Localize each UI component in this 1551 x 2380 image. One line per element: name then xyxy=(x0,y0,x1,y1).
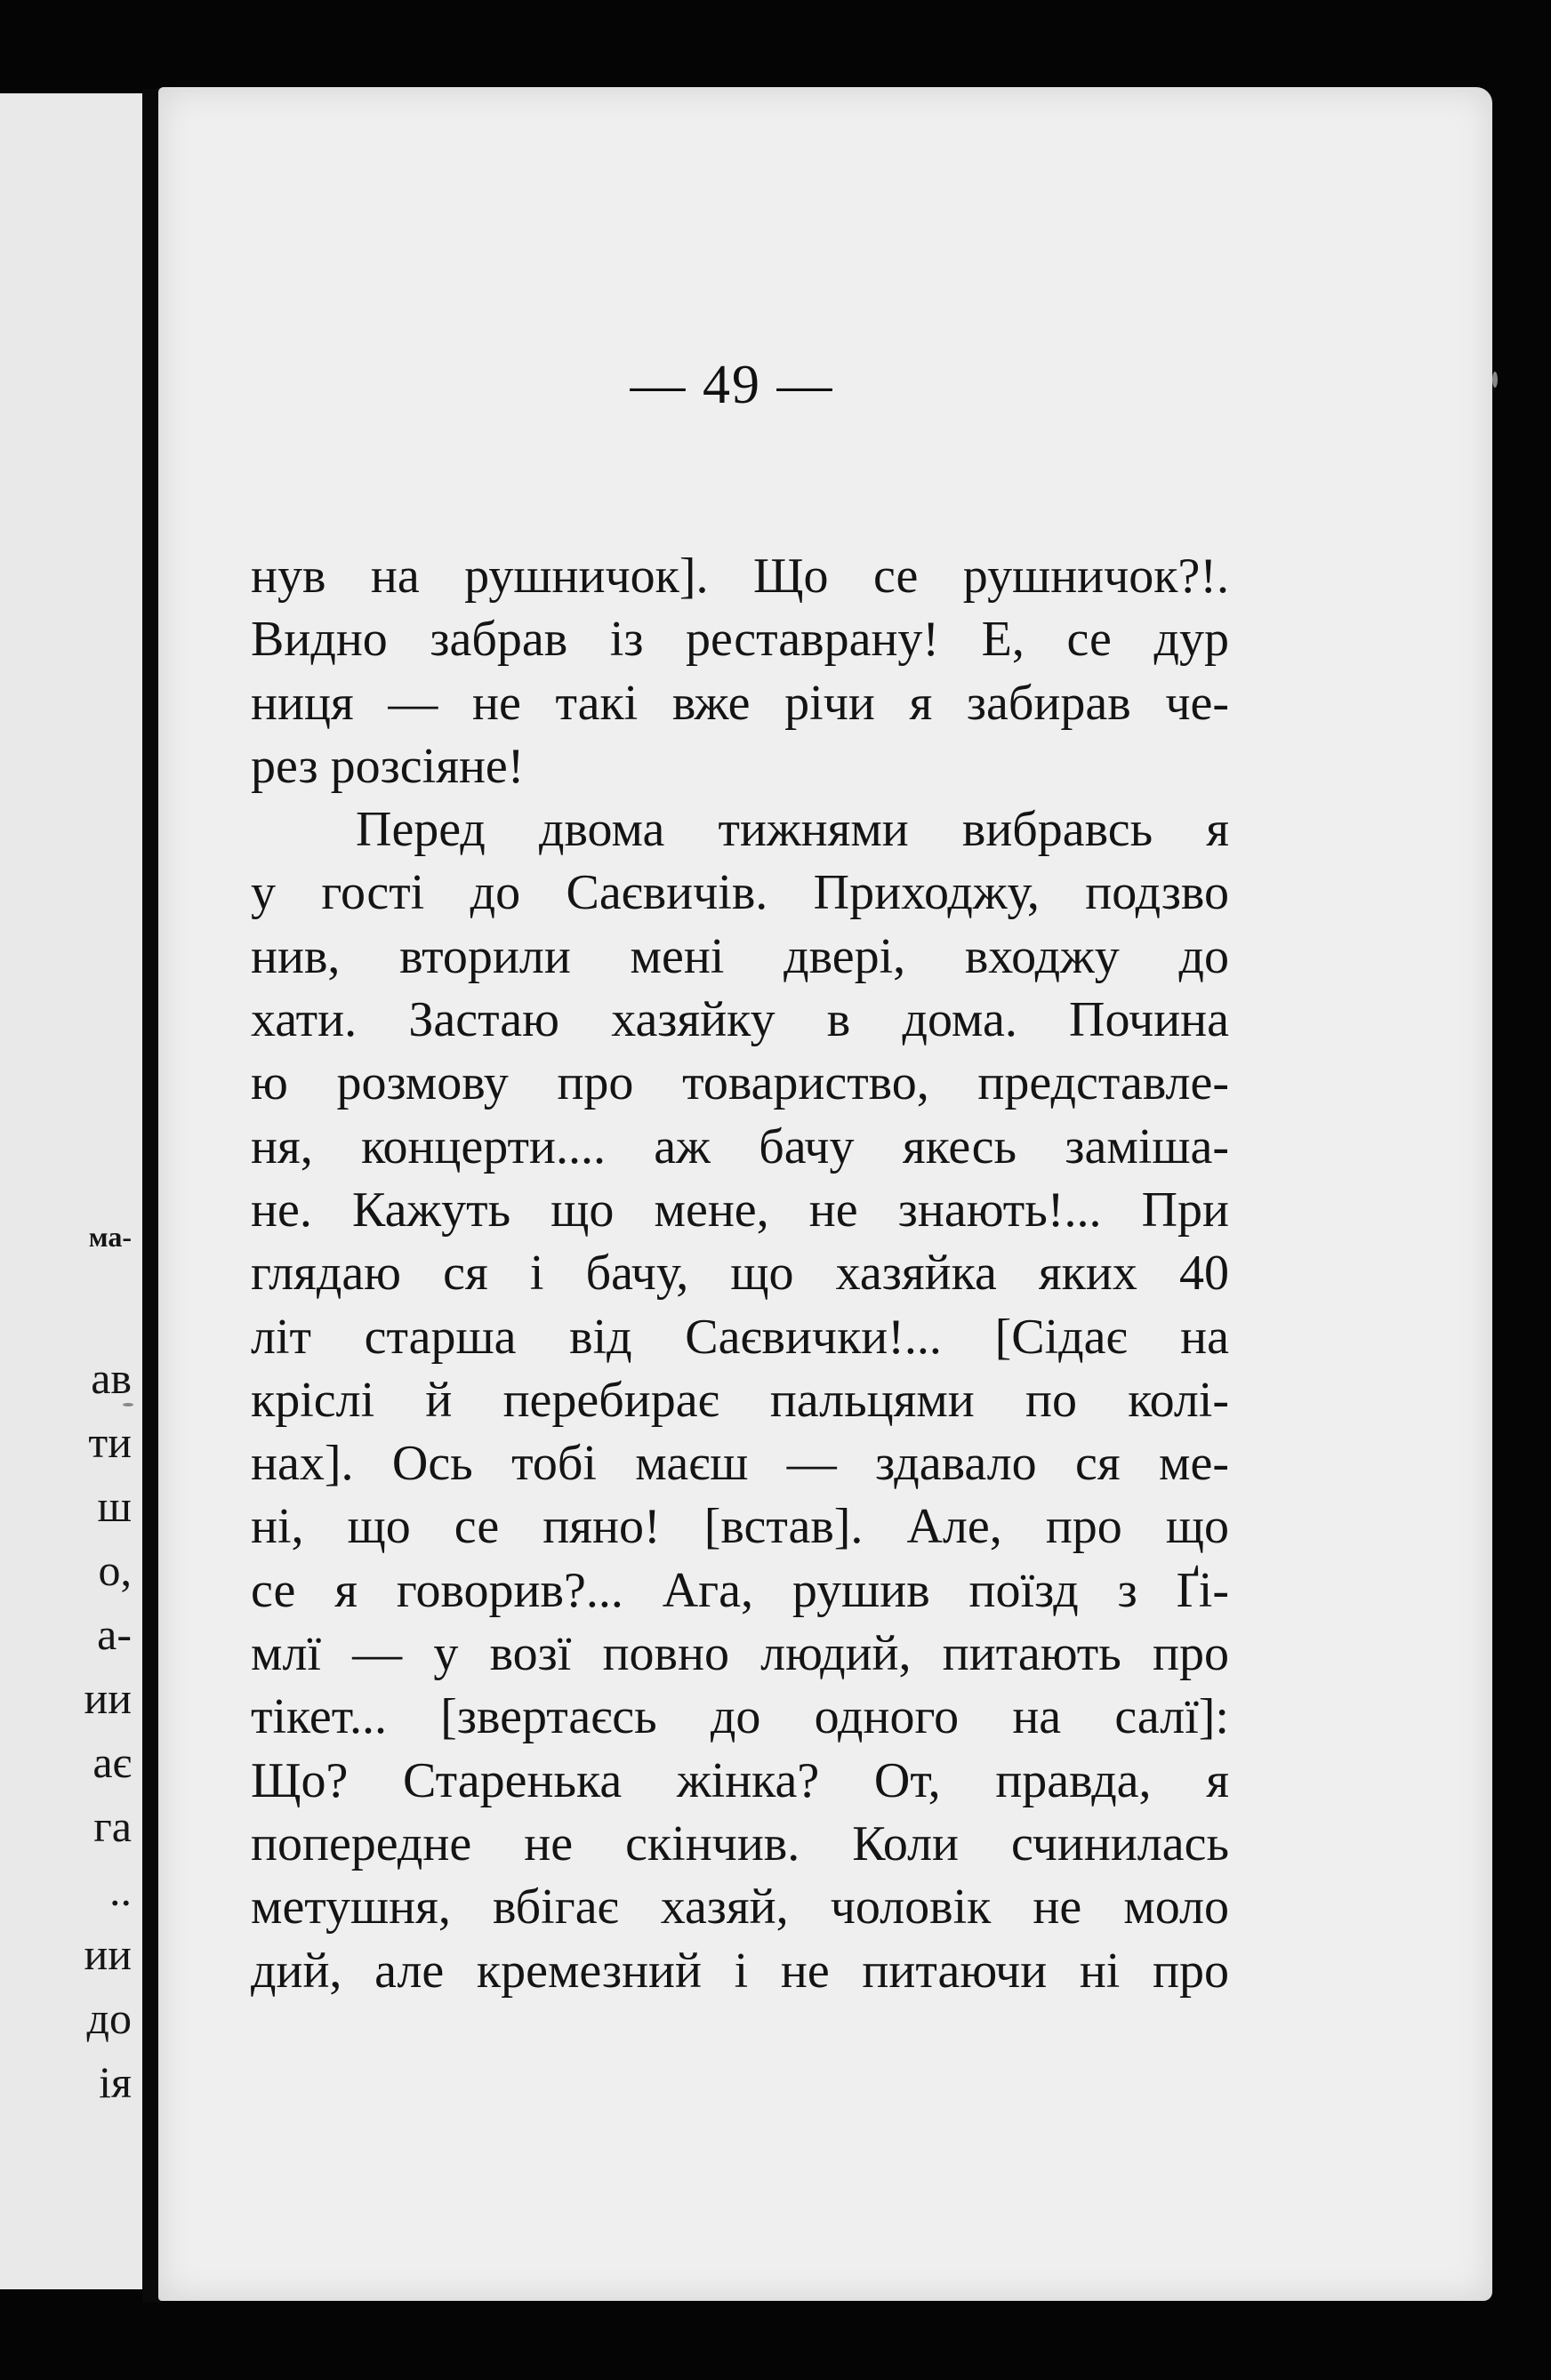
scan-speck xyxy=(123,1403,133,1406)
left-page-fragment: до xyxy=(86,1993,132,2043)
text-line: нив, вторили мені двері, входжу до xyxy=(251,928,1229,984)
left-page-fragment: .. xyxy=(109,1865,132,1915)
left-page-fragment: а- xyxy=(97,1609,132,1659)
scan-speck xyxy=(1492,372,1498,388)
text-line: у гості до Саєвичів. Приходжу, подзво xyxy=(251,865,1229,921)
text-line: дий, але кремезний і не питаючи ні про xyxy=(251,1943,1229,1999)
text-line: літ старша від Саєвички!... [Сідає на xyxy=(251,1309,1229,1365)
book-gutter xyxy=(142,89,160,2303)
left-page-fragment: ии xyxy=(84,1929,132,1979)
text-line: кріслі й перебирає пальцями по колі- xyxy=(251,1372,1229,1428)
text-line: ю розмову про товариство, представле- xyxy=(251,1055,1229,1111)
page-number: — 49 — xyxy=(630,355,834,415)
text-line: хати. Застаю хазяйку в дома. Почина xyxy=(251,992,1229,1048)
text-line: тікет... [звертаєсь до одного на салї]: xyxy=(251,1689,1229,1745)
text-line: рез розсіяне! xyxy=(251,738,525,794)
text-line: ні, що се пяно! [встав]. Але, про що xyxy=(251,1499,1229,1555)
text-line: млї — у возї повно людий, питають про xyxy=(251,1626,1229,1682)
left-page-fragment: ає xyxy=(92,1737,132,1787)
left-page-fragment: га xyxy=(93,1801,132,1851)
text-line: нув на рушничок]. Що се рушничок?!. xyxy=(251,549,1229,604)
left-page-fragment: о, xyxy=(98,1545,132,1595)
text-line: не. Кажуть що мене, не знають!... При xyxy=(251,1182,1229,1238)
text-line: ня, концерти.... аж бачу якесь заміша- xyxy=(251,1118,1229,1174)
left-page-fragment: ш xyxy=(97,1481,132,1531)
left-page-fragment: ии xyxy=(84,1673,132,1723)
left-page-fragment: ма- xyxy=(88,1221,132,1253)
left-page-fragment: ав xyxy=(91,1353,132,1403)
text-line: метушня, вбігає хазяй, чоловік не моло xyxy=(251,1879,1229,1935)
text-line: нах]. Ось тобі маєш — здавало ся ме- xyxy=(251,1436,1229,1492)
text-line: Видно забрав із реставрану! Е, се дур xyxy=(251,612,1229,668)
right-page xyxy=(158,87,1492,2301)
text-line: попередне не скінчив. Коли счинилась xyxy=(251,1815,1229,1871)
left-page-edge xyxy=(0,93,145,2289)
text-line: Що? Старенька жінка? От, правда, я xyxy=(251,1752,1229,1808)
text-line: се я говорив?... Ага, рушив поїзд з Ґі- xyxy=(251,1562,1229,1618)
text-line: ниця — не такі вже річи я забирав че- xyxy=(251,675,1229,731)
left-page-fragment: ія xyxy=(99,2057,132,2107)
text-line: Перед двома тижнями вибравсь я xyxy=(356,802,1229,858)
body-text xyxy=(251,545,1229,2003)
left-page-fragment: ти xyxy=(88,1417,132,1467)
text-line: глядаю ся і бачу, що хазяйка яких 40 xyxy=(251,1246,1229,1302)
